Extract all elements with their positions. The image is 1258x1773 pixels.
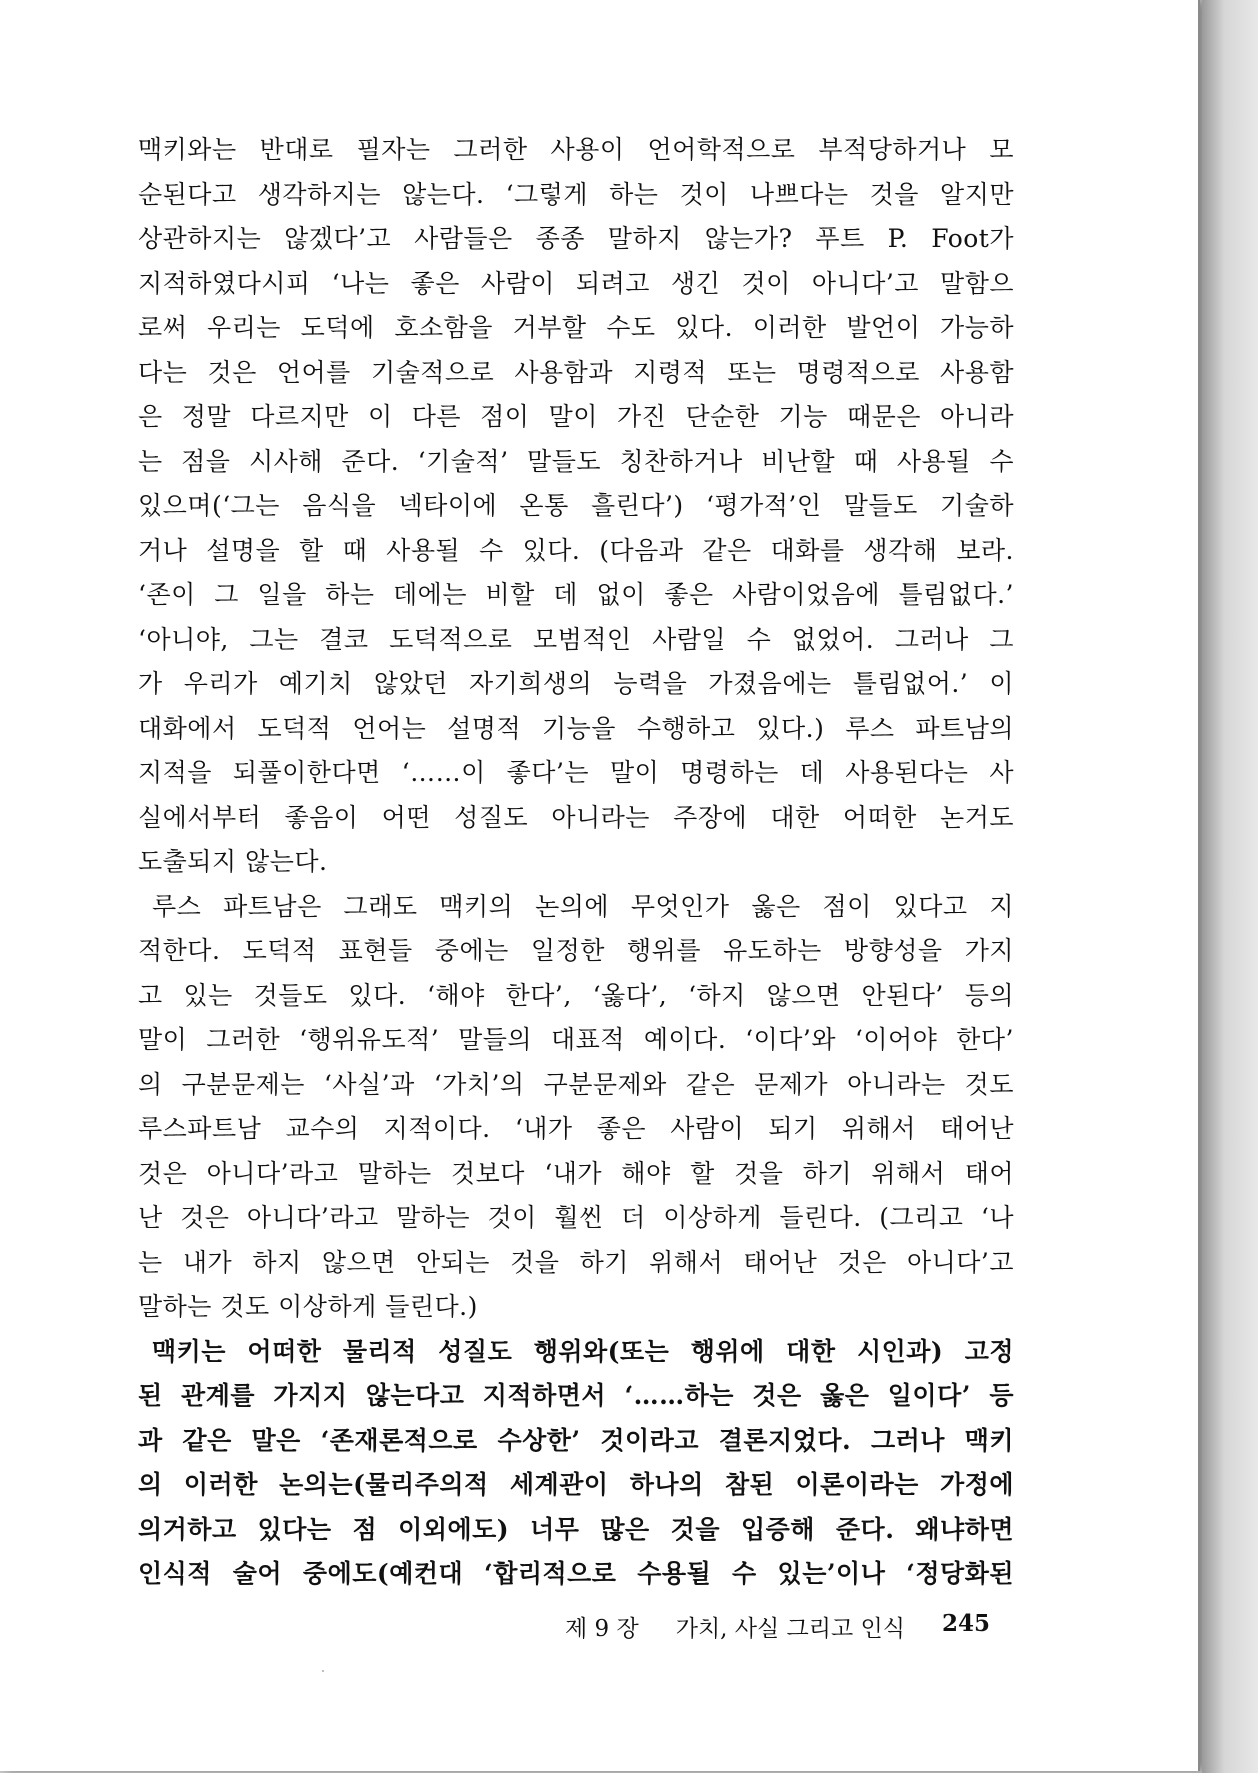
text-line: ‘존이 그 일을 하는 데에는 비할 데 없이 좋은 사람이었음에 틀림없다.’ — [138, 580, 1014, 609]
text-line: 순된다고 생각하지는 않는다. ‘그렇게 하는 것이 나쁘다는 것을 알지만 — [138, 179, 1014, 209]
text-line: 실에서부터 좋음이 어떤 성질도 아니라는 주장에 대한 어떠한 논거도 — [138, 802, 1014, 832]
text-line: 적한다. 도덕적 표현들 중에는 일정한 행위를 유도하는 방향성을 가지 — [138, 936, 1014, 965]
text-line: 루스파트남 교수의 지적이다. ‘내가 좋은 사람이 되기 위해서 태어난 — [138, 1114, 1014, 1143]
text-line: 지적을 되풀이한다면 ‘……이 좋다’는 말이 명령하는 데 사용된다는 사 — [138, 758, 1014, 787]
text-line: 고 있는 것들도 있다. ‘해야 한다’, ‘옳다’, ‘하지 않으면 안된다’ 등의 — [138, 980, 1014, 1010]
text-line: 는 점을 시사해 준다. ‘기술적’ 말들도 칭찬하거나 비난할 때 사용될 수 — [138, 446, 1014, 476]
text-line: 된 관계를 가지지 않는다고 지적하면서 ‘……하는 것은 옳은 일이다’ 등 — [138, 1381, 1014, 1410]
text-line: 상관하지는 않겠다’고 사람들은 종종 말하지 않는가? 푸트 P. Foot가 — [138, 224, 1014, 253]
paragraph-1 — [138, 128, 1014, 885]
text-line: 가 우리가 예기치 않았던 자기희생의 능력을 가졌음에는 틀림없어.’ 이 — [138, 669, 1014, 698]
text-line: 다는 것은 언어를 기술적으로 사용함과 지령적 또는 명령적으로 사용함 — [138, 357, 1014, 387]
text-line: 의 구분문제는 ‘사실’과 ‘가치’의 구분문제와 같은 문제가 아니라는 것도 — [138, 1069, 1014, 1099]
text-line: 도출되지 않는다. — [138, 847, 328, 876]
text-line: 루스 파트남은 그래도 맥키의 논의에 무엇인가 옳은 점이 있다고 지 — [152, 891, 1014, 921]
paragraph-2 — [138, 885, 1014, 1330]
text-line: 는 내가 하지 않으면 안되는 것을 하기 위해서 태어난 것은 아니다’고 — [138, 1247, 1014, 1277]
text-line: 인식적 술어 중에도(예컨대 ‘합리적으로 수용될 수 있는’이나 ‘정당화된 — [138, 1559, 1014, 1588]
chapter-title: 가치, 사실 그리고 인식 — [675, 1616, 905, 1642]
text-line: 맥키는 어떠한 물리적 성질도 행위와(또는 행위에 대한 시인과) 고정 — [152, 1336, 1014, 1366]
text-line: 말하는 것도 이상하게 들린다.) — [138, 1292, 478, 1321]
text-line: 은 정말 다르지만 이 다른 점이 말이 가진 단순한 기능 때문은 아니라 — [138, 402, 1014, 431]
viewer-background — [1202, 0, 1258, 1773]
text-line: 맥키와는 반대로 필자는 그러한 사용이 언어학적으로 부적당하거나 모 — [138, 135, 1014, 164]
text-line: 것은 아니다’라고 말하는 것보다 ‘내가 해야 할 것을 하기 위해서 태어 — [138, 1158, 1014, 1188]
text-line: 의거하고 있다는 점 이외에도) 너무 많은 것을 입증해 준다. 왜냐하면 — [138, 1514, 1014, 1544]
text-line: 지적하였다시피 ‘나는 좋은 사람이 되려고 생긴 것이 아니다’고 말함으 — [138, 268, 1014, 298]
page-footer — [565, 1610, 990, 1643]
text-line: 거나 설명을 할 때 사용될 수 있다. (다음과 같은 대화를 생각해 보라. — [138, 535, 1014, 565]
scan-speck — [322, 1670, 324, 1672]
paragraph-3 — [138, 1330, 1014, 1597]
text-line: 있으며(‘그는 음식을 넥타이에 온통 흘린다’) ‘평가적’인 말들도 기술하 — [138, 491, 1014, 520]
chapter-label: 제 9 장 — [565, 1616, 639, 1642]
text-line: 대화에서 도덕적 언어는 설명적 기능을 수행하고 있다.) 루스 파트남의 — [138, 713, 1014, 743]
text-line: 의 이러한 논의는(물리주의적 세계관이 하나의 참된 이론이라는 가정에 — [138, 1470, 1014, 1499]
text-line: 과 같은 말은 ‘존재론적으로 수상한’ 것이라고 결론지었다. 그러나 맥키 — [138, 1425, 1014, 1455]
page-number: 245 — [941, 1610, 990, 1637]
body-text — [138, 128, 1014, 1597]
text-line: ‘아니야, 그는 결코 도덕적으로 모범적인 사람일 수 없었어. 그러나 그 — [138, 624, 1014, 654]
text-line: 말이 그러한 ‘행위유도적’ 말들의 대표적 예이다. ‘이다’와 ‘이어야 한다’ — [138, 1025, 1014, 1054]
text-line: 로써 우리는 도덕에 호소함을 거부할 수도 있다. 이러한 발언이 가능하 — [138, 313, 1014, 342]
text-line: 난 것은 아니다’라고 말하는 것이 훨씬 더 이상하게 들린다. (그리고 ‘나 — [138, 1203, 1014, 1232]
